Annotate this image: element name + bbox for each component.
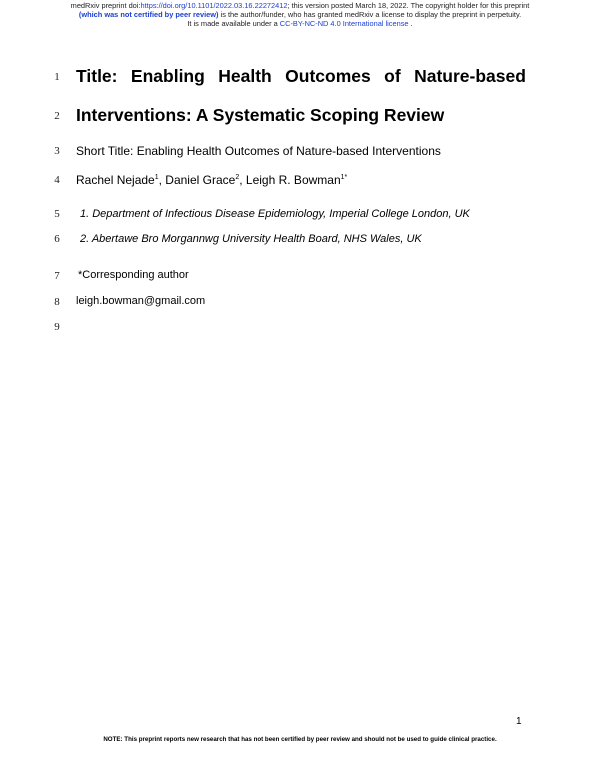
not-peer-reviewed-notice: (which was not certified by peer review) xyxy=(78,10,219,19)
line-number: 6 xyxy=(54,233,60,245)
author-affiliation-marker: 2 xyxy=(235,174,240,181)
line-number: 9 xyxy=(54,321,60,333)
line-number: 1 xyxy=(54,71,60,83)
preprint-header-line-2: (which was not certified by peer review) is the author/funder, who has granted medRxiv a license to display the preprint in perpetuity. xyxy=(78,10,522,19)
page-number: 1 xyxy=(516,716,522,727)
line-number: 3 xyxy=(54,145,60,157)
line-number: 7 xyxy=(54,270,60,282)
line-number: 4 xyxy=(54,174,60,186)
short-title: Short Title: Enabling Health Outcomes of Nature-based Interventions xyxy=(76,144,441,158)
paper-title-line-2: Interventions: A Systematic Scoping Review xyxy=(76,105,445,125)
preprint-footer-note: NOTE: This preprint reports new research that has not been certified by peer review and should not be used to guide clinical practice. xyxy=(103,736,497,743)
author-affiliation-marker: 1* xyxy=(340,174,348,181)
affiliation: 2. Abertawe Bro Morgannwg University Health Board, NHS Wales, UK xyxy=(80,233,422,245)
author-name: Rachel Nejade xyxy=(76,173,155,187)
author-list: Rachel Nejade$^1$, Daniel Grace$^2$, Leigh R. Bowman$^{1*}$ xyxy=(76,173,348,187)
doi-link[interactable]: https://doi.org/10.1101/2022.03.16.22272412 xyxy=(140,1,288,10)
author-name: Daniel Grace xyxy=(165,173,236,187)
author-affiliation-marker: 1 xyxy=(154,174,159,181)
line-number: 8 xyxy=(54,296,60,308)
corresponding-author-label: *Corresponding author xyxy=(78,269,189,281)
preprint-header-line-3: It is made available under a CC-BY-NC-ND 4.0 International license . xyxy=(187,19,413,28)
line-number: 2 xyxy=(54,110,60,122)
paper-title-line-1: Title: Enabling Health Outcomes of Nature-based xyxy=(76,66,526,86)
line-number: 5 xyxy=(54,208,60,220)
preprint-header-line-1: medRxiv preprint doi:https://doi.org/10.1101/2022.03.16.22272412; this version posted March 18, 2022. The copyright holder for this preprint xyxy=(70,1,530,10)
affiliation: 1. Department of Infectious Disease Epidemiology, Imperial College London, UK xyxy=(80,208,470,220)
author-name: Leigh R. Bowman xyxy=(245,173,341,187)
license-link[interactable]: CC-BY-NC-ND 4.0 International license xyxy=(279,19,409,28)
corresponding-email: leigh.bowman@gmail.com xyxy=(76,295,206,307)
